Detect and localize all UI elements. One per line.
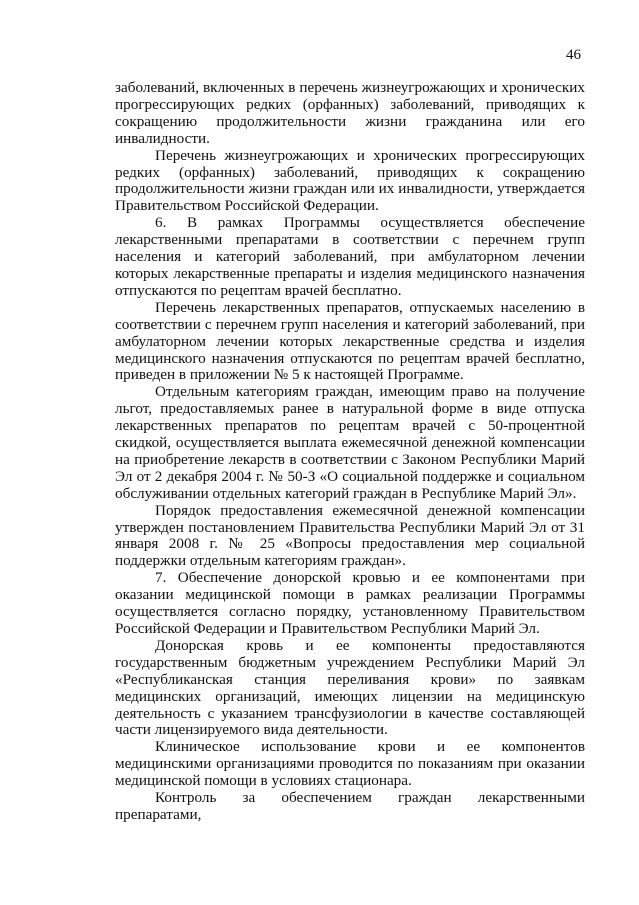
paragraph-orphan-diseases-list: Перечень жизнеугрожающих и хронических прогрессирующих редких (орфанных) заболеваний, приводящих к сокращению продолжительности жизни граждан или их инвалидности, утверждается Правительством Российской Федерации. xyxy=(115,146,585,215)
paragraph-compensation-procedure: Порядок предоставления ежемесячной денежной компенсации утвержден постановлением Правительства Республики Марий Эл от 31 января 2008 г. № 25 «Вопросы предоставления мер социальной поддержки отдельным категориям граждан». xyxy=(115,501,585,570)
page-number: 46 xyxy=(566,47,581,63)
paragraph-continuation: заболеваний, включенных в перечень жизнеугрожающих и хронических прогрессирующих редких (орфанных) заболеваний, приводящих к сокращению продолжительности жизни гражданина или его инвалидности. xyxy=(115,79,585,147)
paragraph-compensation: Отдельным категориям граждан, имеющим право на получение льгот, предоставляемых ранее в натуральной форме в виде отпуска лекарственных препаратов по рецептам врачей с 50-процентной скидкой, осуществляется выплата ежемесячной денежной компенсации на приобретение лекарств в соответствии с Законом Республики Марий Эл от 2 декабря 2004 г. № 50-З «О социальной поддержке и социальном обслуживании отдельных категорий граждан в Республике Марий Эл». xyxy=(115,383,585,502)
paragraph-clinical-use: Клиническое использование крови и ее компонентов медицинскими организациями проводится по показаниям при оказании медицинской помощи в условиях стационара. xyxy=(115,738,585,790)
paragraph-section-6: 6. В рамках Программы осуществляется обеспечение лекарственными препаратами в соответствии с перечнем групп населения и категорий заболеваний, при амбулаторном лечении которых лекарственные препараты и изделия медицинского назначения отпускаются по рецептам врачей бесплатно. xyxy=(115,214,585,299)
paragraph-section-7: 7. Обеспечение донорской кровью и ее компонентами при оказании медицинской помощи в рамках реализации Программы осуществляется согласно порядку, установленному Правительством Российской Федерации и Правительством Республики Марий Эл. xyxy=(115,569,585,637)
paragraph-control: Контроль за обеспечением граждан лекарственными препаратами, xyxy=(115,789,585,823)
paragraph-drug-list: Перечень лекарственных препаратов, отпускаемых населению в соответствии с перечнем групп населения и категорий заболеваний, при амбулаторном лечении которых лекарственные средства и изделия медицинского назначения отпускаются по рецептам врачей бесплатно, приведен в приложении № 5 к настоящей Программе. xyxy=(115,298,585,384)
document-body xyxy=(115,80,585,824)
paragraph-donor-blood: Донорская кровь и ее компоненты предоставляются государственным бюджетным учреждением Республики Марий Эл «Республиканская станция переливания крови» по заявкам медицинских организаций, имеющих лицензии на медицинскую деятельность с указанием трансфузиологии в качестве составляющей части лицензируемого вида деятельности. xyxy=(115,636,585,739)
